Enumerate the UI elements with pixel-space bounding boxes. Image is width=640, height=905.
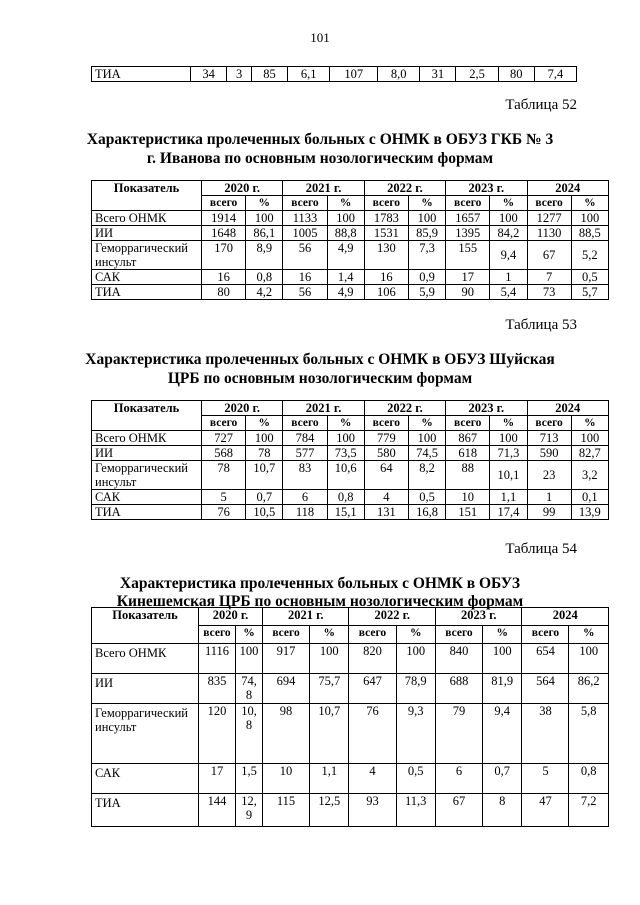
header-pct: % [490, 416, 527, 431]
table-row [92, 461, 609, 490]
header-indicator: Показатель [92, 608, 199, 644]
cell: 76 [349, 704, 396, 764]
cell: 10,6 [327, 461, 364, 490]
cell: 67 [527, 241, 571, 270]
cell: 38 [522, 704, 569, 764]
cell: 100 [408, 211, 445, 226]
row-label: САК [92, 490, 202, 505]
cell: 100 [327, 211, 364, 226]
cell: 7 [527, 270, 571, 285]
cell: 835 [199, 674, 236, 704]
table-54 [91, 607, 609, 827]
cell: 1783 [364, 211, 408, 226]
cell: 85,9 [408, 226, 445, 241]
header-year: 2021 г. [283, 181, 364, 196]
cell: 1116 [199, 644, 236, 674]
cell: 10,7 [246, 461, 283, 490]
row-label: ТИА [92, 285, 202, 300]
header-pct: % [327, 416, 364, 431]
cell: 74,5 [408, 446, 445, 461]
header-pct: % [569, 626, 609, 644]
cell: 784 [283, 431, 327, 446]
row-label: ИИ [92, 674, 199, 704]
table-row [92, 505, 609, 520]
header-total: всего [283, 196, 327, 211]
cell: 151 [446, 505, 490, 520]
cell: 917 [263, 644, 310, 674]
table-53 [91, 400, 609, 520]
cell: 31 [420, 67, 456, 82]
cell: 7,2 [569, 794, 609, 827]
header-total: всего [446, 416, 490, 431]
cell: 10 [446, 490, 490, 505]
cell: 8,0 [378, 67, 420, 82]
cell: 131 [364, 505, 408, 520]
cell: 107 [330, 67, 378, 82]
header-pct: % [396, 626, 435, 644]
header-pct: % [482, 626, 521, 644]
cell: 7,4 [534, 67, 576, 82]
cell: 8,2 [408, 461, 445, 490]
table-row [92, 270, 609, 285]
cell: 79 [435, 704, 482, 764]
cell: 1914 [202, 211, 246, 226]
cell: 618 [446, 446, 490, 461]
header-year: 2021 г. [263, 608, 349, 626]
cell: 76 [202, 505, 246, 520]
row-label: САК [92, 270, 202, 285]
cell: 1133 [283, 211, 327, 226]
cell: 5,4 [490, 285, 527, 300]
cell: 688 [435, 674, 482, 704]
cell: 67 [435, 794, 482, 827]
cell: 0,8 [327, 490, 364, 505]
cell: 4 [364, 490, 408, 505]
cell: 100 [246, 211, 283, 226]
cell: 577 [283, 446, 327, 461]
cell: 2,5 [456, 67, 498, 82]
cell: 9,4 [490, 241, 527, 270]
cell: 9,3 [396, 704, 435, 764]
cell: 100 [236, 644, 263, 674]
cell: 86,2 [569, 674, 609, 704]
cell: 99 [527, 505, 571, 520]
table-53-title-line2: ЦРБ по основным нозологическим формам [167, 370, 473, 387]
cell: 100 [310, 644, 349, 674]
cell: 78 [202, 461, 246, 490]
row-label: Геморрагический инсульт [92, 704, 199, 764]
cell: 17 [446, 270, 490, 285]
cell: 11,3 [396, 794, 435, 827]
table-row [92, 490, 609, 505]
table-53-number: Таблица 53 [505, 317, 577, 333]
header-year: 2022 г. [349, 608, 435, 626]
cell: 654 [522, 644, 569, 674]
cell: 100 [327, 431, 364, 446]
header-year: 2023 г. [446, 181, 527, 196]
header-total: всего [527, 196, 571, 211]
cell: 100 [482, 644, 521, 674]
cell: 88,8 [327, 226, 364, 241]
row-label: ТИА [92, 794, 199, 827]
header-year: 2024 [522, 608, 609, 626]
cell: 1,1 [310, 764, 349, 794]
cell: 0,8 [246, 270, 283, 285]
cell: 118 [283, 505, 327, 520]
cell: 564 [522, 674, 569, 704]
cell: 100 [396, 644, 435, 674]
cell: 867 [446, 431, 490, 446]
table-54-title-line2: Кинешемская ЦРБ по основным нозологическим формам [116, 593, 524, 610]
cell: 8,9 [246, 241, 283, 270]
cell: 0,7 [246, 490, 283, 505]
row-label: Геморрагический инсульт [92, 461, 202, 490]
cell: 23 [527, 461, 571, 490]
cell: 16 [202, 270, 246, 285]
row-label: ТИА [92, 505, 202, 520]
cell: 1277 [527, 211, 571, 226]
cell: 93 [349, 794, 396, 827]
row-label: САК [92, 764, 199, 794]
cell: 90 [446, 285, 490, 300]
cell: 56 [283, 241, 327, 270]
cell: 98 [263, 704, 310, 764]
table-row [92, 226, 609, 241]
table-52-title-line2: г. Иванова по основным нозологическим формам [146, 150, 494, 167]
cell: 13,9 [571, 505, 608, 520]
cell: 16,8 [408, 505, 445, 520]
cell: 80 [202, 285, 246, 300]
row-label: ИИ [92, 446, 202, 461]
header-total: всего [364, 196, 408, 211]
cell: 820 [349, 644, 396, 674]
cell: 120 [199, 704, 236, 764]
cell: 100 [571, 431, 608, 446]
table-row [92, 794, 609, 827]
cell: 6,1 [288, 67, 330, 82]
cell: 0,9 [408, 270, 445, 285]
cell: 15,1 [327, 505, 364, 520]
header-total: всего [522, 626, 569, 644]
header-pct: % [246, 416, 283, 431]
cell: 4,9 [327, 241, 364, 270]
cell: 88 [446, 461, 490, 490]
cell: 5,8 [569, 704, 609, 764]
cell: 100 [408, 431, 445, 446]
cell: 5 [522, 764, 569, 794]
cell: 6 [283, 490, 327, 505]
cell: 100 [490, 431, 527, 446]
cell: 71,3 [490, 446, 527, 461]
cell: 5,2 [571, 241, 608, 270]
cell: 10,8 [236, 704, 263, 764]
row-label: Всего ОНМК [92, 431, 202, 446]
cell: 647 [349, 674, 396, 704]
header-pct: % [246, 196, 283, 211]
row-label: ИИ [92, 226, 202, 241]
header-total: всего [202, 196, 246, 211]
page-number: 101 [310, 30, 330, 45]
table-54-title-line1: Характеристика пролеченных больных с ОНМК в ОБУЗ [119, 575, 521, 592]
cell: 5,7 [571, 285, 608, 300]
cell: 1,5 [236, 764, 263, 794]
cell: 82,7 [571, 446, 608, 461]
cell: 4,9 [327, 285, 364, 300]
cell: 694 [263, 674, 310, 704]
table-52-title-line1: Характеристика пролеченных больных с ОНМК в ОБУЗ ГКБ № 3 [86, 131, 554, 148]
row-label: Всего ОНМК [92, 211, 202, 226]
cell: 64 [364, 461, 408, 490]
header-year: 2020 г. [199, 608, 263, 626]
table-fragment [91, 66, 577, 82]
header-total: всего [199, 626, 236, 644]
cell: 47 [522, 794, 569, 827]
cell: 1130 [527, 226, 571, 241]
table-row [92, 674, 609, 704]
cell: 1395 [446, 226, 490, 241]
cell: 106 [364, 285, 408, 300]
row-label: Всего ОНМК [92, 644, 199, 674]
header-year: 2023 г. [435, 608, 521, 626]
cell: 100 [246, 431, 283, 446]
cell: 0,5 [571, 270, 608, 285]
cell: 115 [263, 794, 310, 827]
header-indicator: Показатель [92, 181, 202, 211]
cell: 0,8 [569, 764, 609, 794]
header-pct: % [408, 416, 445, 431]
cell: 1657 [446, 211, 490, 226]
header-total: всего [435, 626, 482, 644]
cell: 78,9 [396, 674, 435, 704]
header-total: всего [283, 416, 327, 431]
cell: 74,8 [236, 674, 263, 704]
table-row [92, 431, 609, 446]
cell: 100 [490, 211, 527, 226]
table-row [92, 764, 609, 794]
header-year: 2020 г. [202, 181, 283, 196]
cell: 1 [490, 270, 527, 285]
cell: 86,1 [246, 226, 283, 241]
row-label: Геморрагический инсульт [92, 241, 202, 270]
cell: 83 [283, 461, 327, 490]
cell: 81,9 [482, 674, 521, 704]
header-total: всего [527, 416, 571, 431]
cell: 155 [446, 241, 490, 270]
header-year: 2022 г. [364, 181, 445, 196]
header-indicator: Показатель [92, 401, 202, 431]
header-year: 2023 г. [446, 401, 527, 416]
cell: 1,1 [490, 490, 527, 505]
table-53-title-line1: Характеристика пролеченных больных с ОНМК в ОБУЗ Шуйская [85, 351, 555, 368]
cell: 144 [199, 794, 236, 827]
header-total: всего [263, 626, 310, 644]
cell: 10 [263, 764, 310, 794]
cell: 100 [569, 644, 609, 674]
cell: 6 [435, 764, 482, 794]
cell: 84,2 [490, 226, 527, 241]
cell: 4 [349, 764, 396, 794]
cell: 5 [202, 490, 246, 505]
header-total: всего [202, 416, 246, 431]
cell: 0,1 [571, 490, 608, 505]
cell: 130 [364, 241, 408, 270]
header-pct: % [490, 196, 527, 211]
row-label: ТИА [92, 67, 191, 82]
cell: 16 [364, 270, 408, 285]
cell: 0,7 [482, 764, 521, 794]
cell: 1,4 [327, 270, 364, 285]
header-pct: % [236, 626, 263, 644]
cell: 73,5 [327, 446, 364, 461]
cell: 7,3 [408, 241, 445, 270]
cell: 78 [246, 446, 283, 461]
cell: 17 [199, 764, 236, 794]
cell: 9,4 [482, 704, 521, 764]
cell: 80 [498, 67, 534, 82]
cell: 12,9 [236, 794, 263, 827]
cell: 17,4 [490, 505, 527, 520]
cell: 5,9 [408, 285, 445, 300]
table-row [92, 67, 577, 82]
cell: 85 [251, 67, 287, 82]
header-pct: % [408, 196, 445, 211]
cell: 580 [364, 446, 408, 461]
header-year: 2024 [527, 181, 609, 196]
cell: 100 [571, 211, 608, 226]
cell: 568 [202, 446, 246, 461]
header-total: всего [446, 196, 490, 211]
cell: 0,5 [396, 764, 435, 794]
cell: 3 [227, 67, 252, 82]
header-pct: % [571, 196, 608, 211]
header-year: 2020 г. [202, 401, 283, 416]
cell: 56 [283, 285, 327, 300]
table-54-number: Таблица 54 [505, 541, 577, 557]
header-total: всего [349, 626, 396, 644]
header-year: 2024 [527, 401, 609, 416]
cell: 170 [202, 241, 246, 270]
header-pct: % [327, 196, 364, 211]
cell: 1 [527, 490, 571, 505]
cell: 840 [435, 644, 482, 674]
cell: 779 [364, 431, 408, 446]
cell: 727 [202, 431, 246, 446]
cell: 73 [527, 285, 571, 300]
header-pct: % [571, 416, 608, 431]
table-row [92, 241, 609, 270]
cell: 10,1 [490, 461, 527, 490]
cell: 10,5 [246, 505, 283, 520]
header-total: всего [364, 416, 408, 431]
table-row [92, 285, 609, 300]
header-year: 2021 г. [283, 401, 364, 416]
header-year: 2022 г. [364, 401, 445, 416]
cell: 12,5 [310, 794, 349, 827]
cell: 590 [527, 446, 571, 461]
cell: 4,2 [246, 285, 283, 300]
cell: 75,7 [310, 674, 349, 704]
cell: 16 [283, 270, 327, 285]
cell: 0,5 [408, 490, 445, 505]
cell: 1648 [202, 226, 246, 241]
cell: 34 [191, 67, 227, 82]
table-row [92, 704, 609, 764]
table-row [92, 644, 609, 674]
table-row [92, 211, 609, 226]
table-row [92, 446, 609, 461]
cell: 3,2 [571, 461, 608, 490]
cell: 1005 [283, 226, 327, 241]
cell: 713 [527, 431, 571, 446]
header-pct: % [310, 626, 349, 644]
table-52-number: Таблица 52 [505, 97, 577, 113]
cell: 88,5 [571, 226, 608, 241]
cell: 10,7 [310, 704, 349, 764]
table-52 [91, 180, 609, 300]
cell: 1531 [364, 226, 408, 241]
cell: 8 [482, 794, 521, 827]
